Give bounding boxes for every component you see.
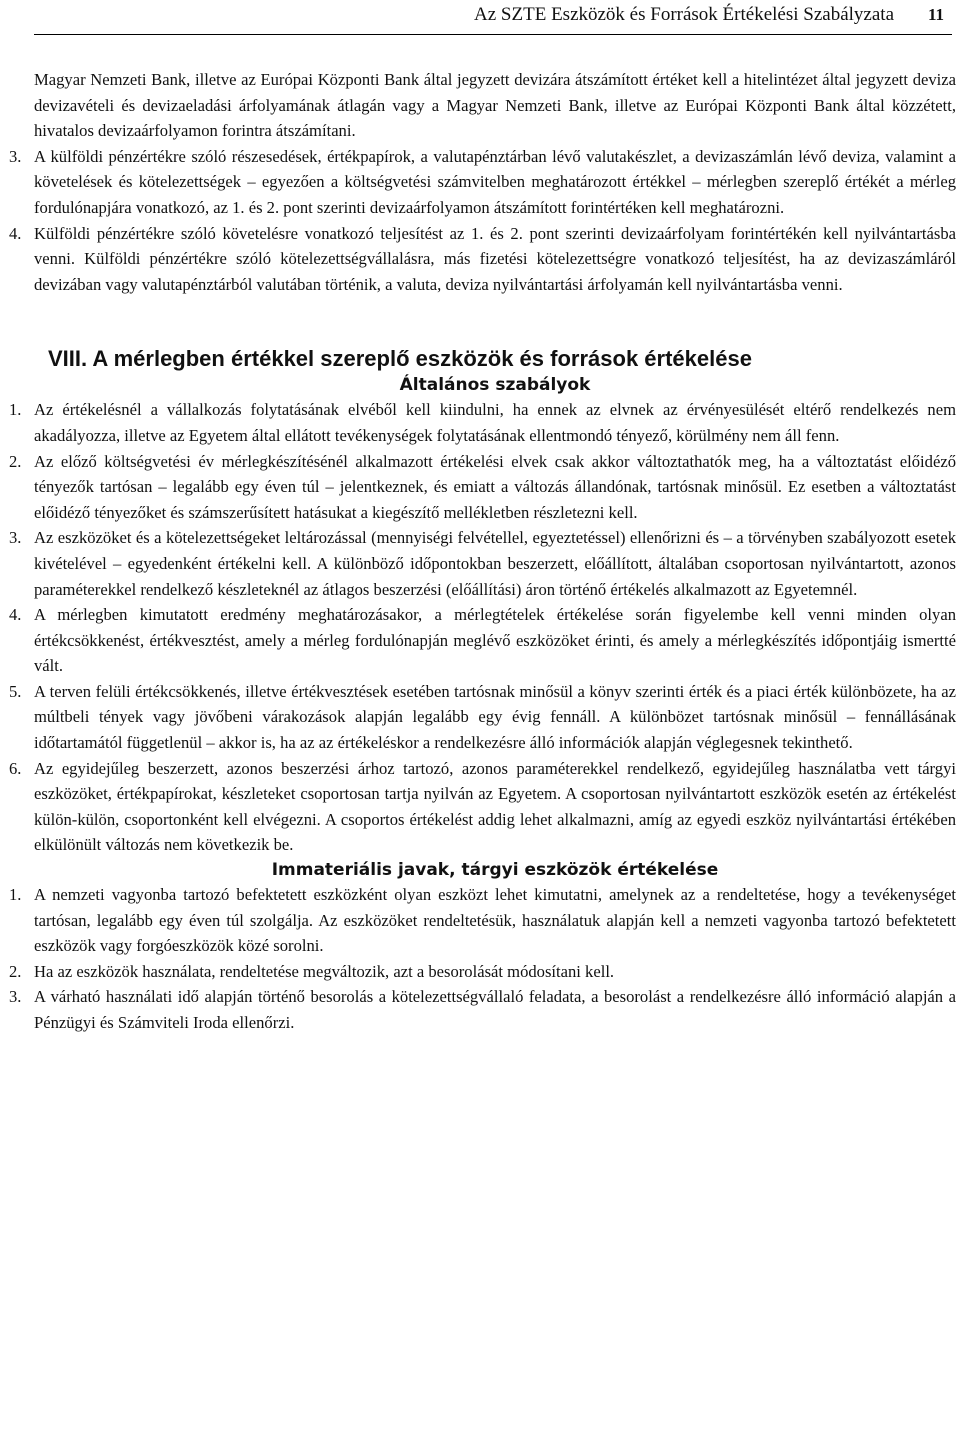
list-item [9, 984, 956, 1035]
item-text: Az értékelésnél a vállalkozás folytatásának elvéből kell kiindulni, ha ennek az elvnek az érvényesülését eltérő rendelkezés nem akadályozza, illetve az Egyetem által ellátott tevékenységek folytatásának ellentmondó tényező, körülmény nem áll fenn. [34, 400, 956, 445]
list-item [9, 602, 956, 679]
item-number: 5. [9, 681, 22, 701]
section-heading-intangibles: Immateriális javak, tárgyi eszközök értékelése [271, 860, 719, 881]
list-item [9, 449, 956, 526]
list-item [9, 756, 956, 858]
list-item [9, 679, 956, 756]
list-item [9, 882, 956, 959]
item-text: Az eszközöket és a kötelezettségeket leltározással (mennyiségi felvétellel, egyeztetéssel) ellenőrizni és – a törvényben szabályozott esetek kivételével – egyedenként értékelni kell. A különböző időpontokban beszerzett, előállított, általában csoportosan nyilvántartott, azonos paraméterekkel rendelkező készleteknél az átlagos beszerzési (előállítási) áron történő értékelés alkalmazott az Egyetemnél. [34, 528, 956, 599]
item-number: 4. [9, 223, 22, 243]
item-text: A külföldi pénzértékre szóló részesedések, értékpapírok, a valutapénztárban lévő valutakészlet, a devizaszámlán lévő deviza, valamint a követelések és kötelezettségek – egyezően a költségvetési számvitelben meghatározott értékkel – mérlegben szereplő értékét a mérleg fordulónapjára vonatkozó, az 1. és 2. pont szerinti devizaárfolyamon átszámított forintértéken kell meghatározni. [34, 146, 956, 217]
item-text: A várható használati idő alapján történő besorolás a kötelezettségvállaló feladata, a besorolást a rendelkezésre álló információ alapján a Pénzügyi és Számviteli Iroda ellenőrzi. [34, 987, 956, 1032]
page-number: 11 [927, 5, 944, 24]
item-number: 3. [9, 528, 22, 548]
item-text: Az előző költségvetési év mérlegkészítésénél alkalmazott értékelési elvek csak akkor változtathatók meg, ha a változtatást előidéző tényezők tartósan – legalább egy éven túl – jelentkeznek, és emiatt a változás állandónak, tartósnak minősül. Ez esetben a változtatást előidéző tényezőket és számszerűsített hatásukat a kiegészítő mellékletben részletezni kell. [34, 451, 956, 522]
item-number: 3. [9, 146, 22, 166]
item-number: 1. [9, 885, 22, 905]
item-text: Külföldi pénzértékre szóló követelésre vonatkozó teljesítést az 1. és 2. pont szerinti devizaárfolyam forintértékén kell nyilvántartásba venni. Külföldi pénzértékre szóló kötelezettségvállalásra, más fizetési kötelezettségre vonatkozó teljesítést, ha az devizaszámláról devizában vagy valutapénztárból valutában történik, a valuta, deviza nyilvántartási árfolyamán kell nyilvántartásba venni. [34, 223, 956, 294]
page-header [34, 0, 952, 35]
item-number: 6. [9, 758, 22, 778]
header-title: Az SZTE Eszközök és Források Értékelési Szabályzata [474, 4, 894, 25]
item-text: Ha az eszközök használata, rendeltetése megváltozik, azt a besorolását módosítani kell. [34, 961, 615, 981]
item-text: A mérlegben kimutatott eredmény meghatározásakor, a mérlegtételek értékelése során figyelembe kell venni minden olyan értékcsökkenést, értékvesztést, amely a mérleg fordulónapján meglévő eszközöket érinti, és amely a mérlegkészítés időpontjáig ismertté vált. [34, 605, 956, 676]
list-item [9, 959, 956, 985]
list-item [9, 221, 956, 298]
item-number: 2. [9, 961, 22, 981]
list-item [9, 144, 956, 221]
item-number: 3. [9, 987, 22, 1007]
item-number: 2. [9, 451, 22, 471]
item-text: A nemzeti vagyonba tartozó befektetett eszközként olyan eszközt lehet kimutatni, amelynek az a rendeltetése, hogy a tevékenységet tartósan, legalább egy éven túl szolgálja. Az eszközöket rendeltetésük, használatuk alapján kell a nemzeti vagyonba tartozó befektetett eszközök vagy forgóeszközök közé sorolni. [34, 885, 956, 956]
intro-paragraph: Magyar Nemzeti Bank, illetve az Európai Központi Bank által jegyzett devizára átszámított értéket kell a hitelintézet által jegyzett deviza devizavételi és devizaeladási árfolyamának átlagán vagy a Magyar Nemzeti Bank, illetve az Európai Központi Bank által közzétett, hivatalos devizaárfolyamon forintra átszámítani. [34, 70, 956, 141]
section-heading-general: Általános szabályok [399, 375, 591, 396]
list-item [9, 397, 956, 448]
document-body [9, 67, 956, 1036]
item-number: 4. [9, 605, 22, 625]
chapter-heading: VIII. A mérlegben értékkel szereplő eszközök és források értékelése [48, 346, 752, 372]
item-number: 1. [9, 400, 22, 420]
item-text: Az egyidejűleg beszerzett, azonos beszerzési árhoz tartozó, azonos paraméterekkel rendelkező, egyidejűleg használatba vett tárgyi eszközöket, értékpapírokat, készleteket csoportosan tartja nyilván az Egyetem. A csoportosan nyilvántartott eszközök esetén az értékelést külön-külön, csoportonként kell elvégezni. A csoportos értékelést addig lehet alkalmazni, amíg az egyedi eszköz nyilvántartási értékében elkülönült változás nem következik be. [34, 758, 956, 855]
item-text: A terven felüli értékcsökkenés, illetve értékvesztések esetében tartósnak minősül a könyv szerinti érték és a piaci érték különbözete, ha az múltbeli tények vagy jövőbeni várakozások alapján legalább egy évig fennáll. A különbözet tartósnak minősül – fennállásának időtartamától függetlenül – akkor is, ha az az értékeléskor a rendelkezésre álló információk alapján véglegesnek tekinthető. [34, 681, 956, 753]
list-item [9, 525, 956, 602]
